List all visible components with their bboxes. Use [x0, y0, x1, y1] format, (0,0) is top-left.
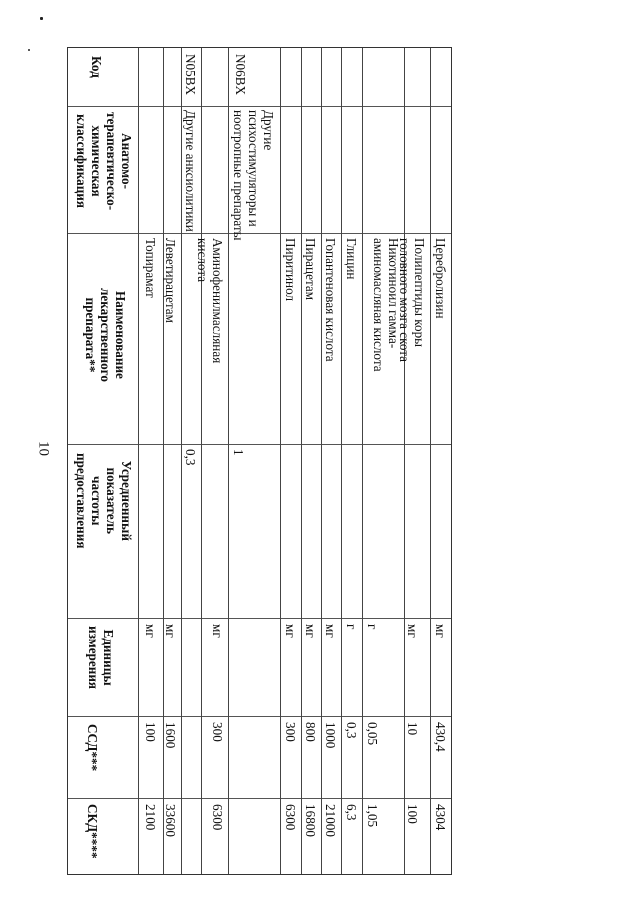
cell-skd: 16800: [303, 804, 318, 837]
cell-unit: мг: [405, 624, 420, 638]
cell-skd: 100: [405, 804, 420, 824]
cell-ssd: 1000: [323, 722, 338, 749]
cell-unit: мг: [283, 624, 298, 638]
cell-code: N05BX: [183, 54, 198, 96]
header-unit: Единицы измерения: [86, 626, 116, 690]
cell-unit: мг: [303, 624, 318, 638]
cell-skd: 1,05: [365, 804, 380, 828]
cell-drug: Никотиноил гамма- аминомасляная кислота: [371, 238, 401, 372]
cell-drug: Гопантеновая кислота: [323, 238, 338, 362]
cell-skd: 6300: [283, 804, 298, 831]
cell-drug: Пиритинол: [283, 238, 298, 302]
cell-drug: Церебролизин: [433, 238, 448, 319]
cell-atc: Другие психостимуляторы и ноотропные препараты: [231, 110, 276, 241]
cell-frequency: 1: [231, 449, 246, 456]
cell-unit: мг: [163, 624, 178, 638]
cell-unit: мг: [433, 624, 448, 638]
cell-drug: Полипептиды коры головного мозга скота: [397, 238, 427, 363]
cell-ssd: 10: [405, 722, 420, 736]
cell-unit: мг: [210, 624, 225, 638]
cell-ssd: 0,05: [365, 722, 380, 746]
drug-table: [67, 47, 452, 875]
cell-skd: 2100: [143, 804, 158, 831]
cell-atc: Другие анксиолитики: [183, 110, 198, 232]
cell-ssd: 1600: [163, 722, 178, 749]
scan-speck: [28, 49, 30, 51]
cell-drug: Аминофенилмасляная кислота: [195, 238, 225, 364]
cell-unit: мг: [143, 624, 158, 638]
header-frequency: Усредненный показатель частоты предоставления: [74, 453, 134, 549]
cell-ssd: 300: [283, 722, 298, 742]
cell-unit: г: [344, 624, 359, 630]
cell-ssd: 800: [303, 722, 318, 742]
cell-skd: 6300: [210, 804, 225, 831]
cell-skd: 4304: [433, 804, 448, 831]
cell-drug: Пирацетам: [303, 238, 318, 301]
cell-drug: Леветирацетам: [163, 238, 178, 324]
page-number: 10: [35, 441, 52, 456]
cell-skd: 33600: [163, 804, 178, 837]
cell-frequency: 0,3: [183, 449, 198, 466]
cell-ssd: 300: [210, 722, 225, 742]
cell-unit: г: [365, 624, 380, 630]
cell-skd: 21000: [323, 804, 338, 837]
header-skd: СКД****: [85, 804, 100, 859]
header-atc: Анатомо- терапевтическо- химическая классификация: [74, 112, 134, 211]
cell-drug: Топирамат: [143, 238, 158, 298]
cell-ssd: 100: [143, 722, 158, 742]
cell-ssd: 0,3: [344, 722, 359, 739]
header-ssd: ССД***: [85, 724, 100, 772]
cell-ssd: 430,4: [433, 722, 448, 752]
cell-unit: мг: [323, 624, 338, 638]
header-code: Код: [89, 56, 104, 78]
scan-speck: [40, 17, 43, 20]
header-drug: Наименование лекарственного препарата**: [83, 288, 128, 382]
cell-drug: Глицин: [344, 238, 359, 280]
cell-code: N06BX: [233, 54, 248, 96]
cell-skd: 6,3: [344, 804, 359, 821]
